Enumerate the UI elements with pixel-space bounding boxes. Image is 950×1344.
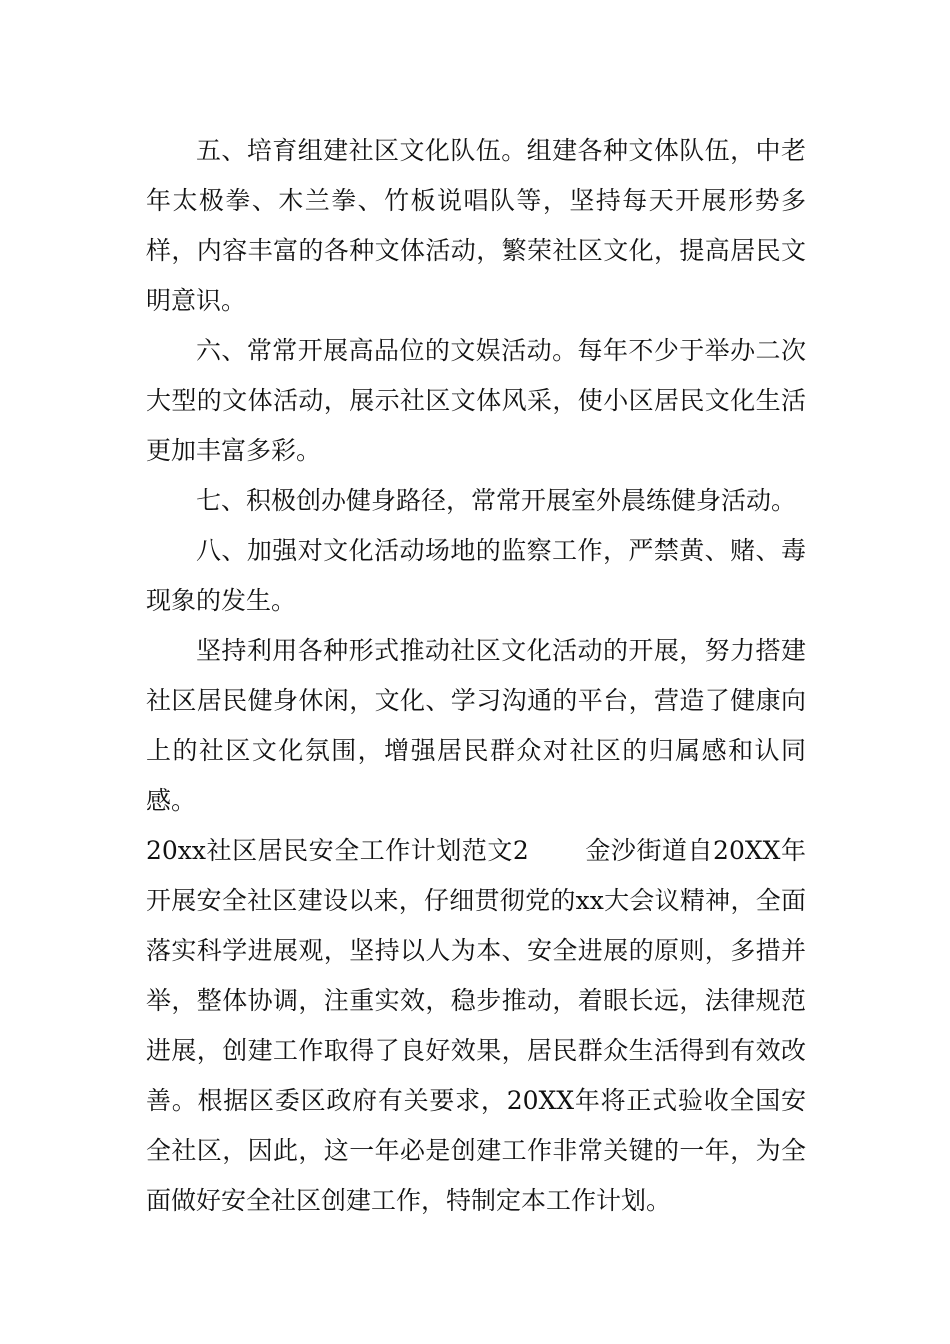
section-body: 金沙街道自20XX年开展安全社区建设以来，仔细贯彻党的xx大会议精神，全面落实科学进展观，坚持以人为本、安全进展的原则，多措并举，整体协调，注重实效，稳步推动，着眼长远，法律规范进展，创建工作取得了良好效果，居民群众生活得到有效改善。根据区委区政府有关要求，20XX年将正式验收全国安全社区，因此，这一年必是创建工作非常关键的一年，为全面做好安全社区创建工作，特制定本工作计划。 (146, 836, 806, 1215)
paragraph-5: 五、培育组建社区文化队伍。组建各种文体队伍，中老年太极拳、木兰拳、竹板说唱队等，坚持每天开展形势多样，内容丰富的各种文体活动，繁荣社区文化，提高居民文明意识。 (146, 136, 806, 315)
paragraph-8: 八、加强对文化活动场地的监察工作，严禁黄、赌、毒现象的发生。 (146, 536, 806, 615)
paragraph-6: 六、常常开展高品位的文娱活动。每年不少于举办二次大型的文体活动，展示社区文体风采，使小区居民文化生活更加丰富多彩。 (146, 336, 806, 465)
paragraph-summary: 坚持利用各种形式推动社区文化活动的开展，努力搭建社区居民健身休闲，文化、学习沟通的平台，营造了健康向上的社区文化氛围，增强居民群众对社区的归属感和认同感。 (146, 636, 806, 815)
section-heading: 20xx社区居民安全工作计划范文2 (146, 836, 529, 865)
paragraph-7: 七、积极创办健身路径，常常开展室外晨练健身活动。 (196, 486, 797, 515)
section-paragraph (146, 826, 806, 1226)
document-body (146, 126, 806, 1226)
